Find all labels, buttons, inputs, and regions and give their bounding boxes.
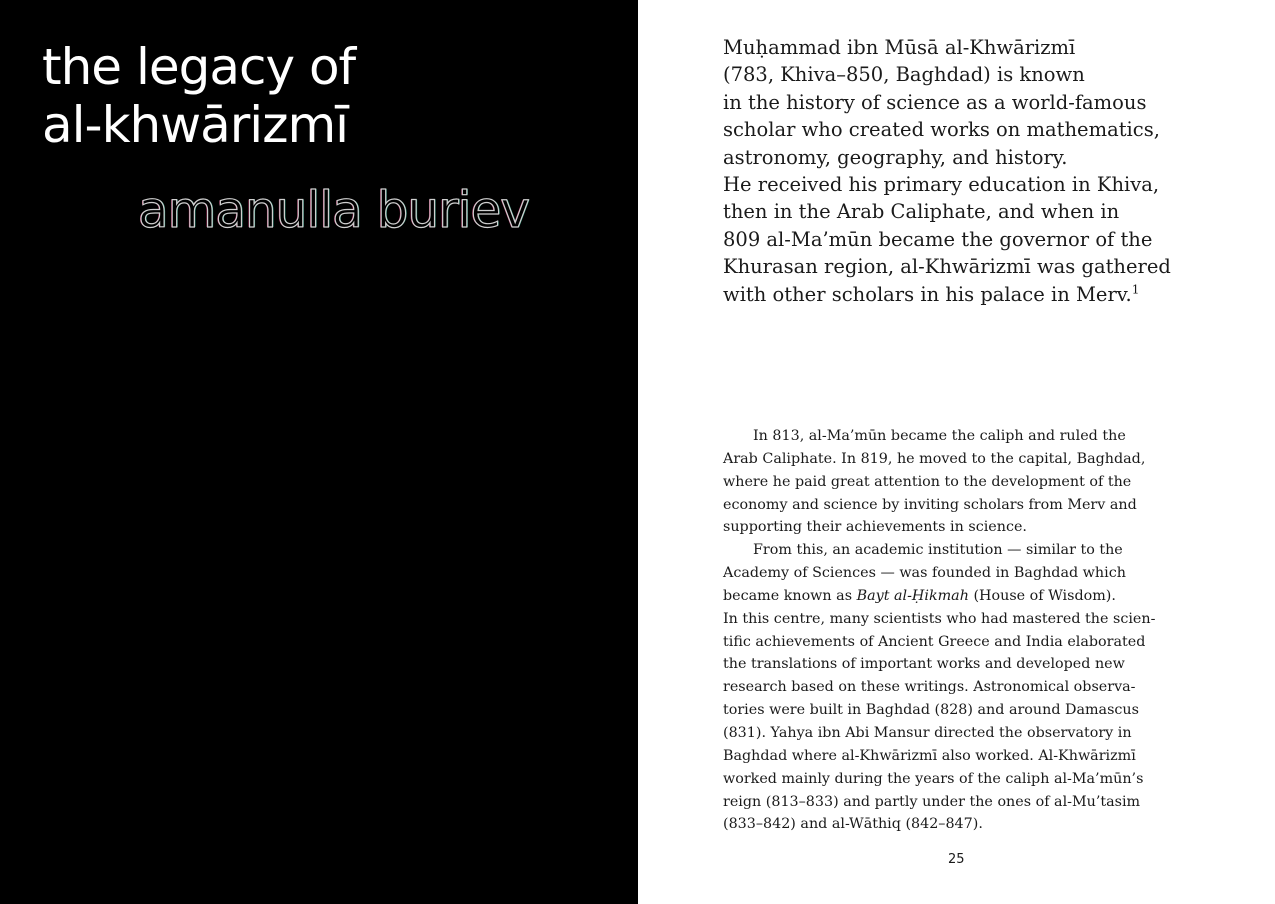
body-line: Academy of Sciences — was founded in Baghdad which xyxy=(723,565,1126,582)
chapter-title-line-1: the legacy of xyxy=(42,38,356,96)
page-number: 25 xyxy=(948,852,965,867)
body-line: In this centre, many scientists who had mastered the scien- xyxy=(723,610,1156,627)
lead-line: scholar who created works on mathematics, xyxy=(723,118,1160,142)
chapter-title xyxy=(42,38,355,154)
lead-line: Khurasan region, al-Khwārizmī was gathered xyxy=(723,255,1171,279)
body-line: tific achievements of Ancient Greece and India elaborated xyxy=(723,633,1146,650)
chapter-title-line-2: al-khwārizmī xyxy=(42,96,349,154)
body-line: Baghdad where al-Khwārizmī also worked. Al-Khwārizmī xyxy=(723,747,1136,764)
lead-line: astronomy, geography, and history. xyxy=(723,145,1068,169)
lead-line: Muḥammad ibn Mūsā al-Khwārizmī xyxy=(723,36,1076,59)
lead-line-last xyxy=(723,281,1243,308)
body-line: (831). Yahya ibn Abi Mansur directed the observatory in xyxy=(723,724,1132,741)
body-line: supporting their achievements in science. xyxy=(723,519,1027,536)
body-line: research based on these writings. Astronomical observa- xyxy=(723,679,1136,696)
body-line: Arab Caliphate. In 819, he moved to the capital, Baghdad, xyxy=(723,450,1146,467)
body-line: the translations of important works and developed new xyxy=(723,656,1125,673)
body-line: reign (813–833) and partly under the ones of al-Mu’tasim xyxy=(723,793,1141,810)
lead-line: (783, Khiva–850, Baghdad) is known xyxy=(723,63,1085,87)
lead-line-text: with other scholars in his palace in Merv. xyxy=(723,282,1132,306)
body-line-part: became known as xyxy=(723,587,857,604)
body-line: (833–842) and al-Wāthiq (842–847). xyxy=(723,816,983,833)
body-text xyxy=(723,425,1193,836)
lead-line: then in the Arab Caliphate, and when in xyxy=(723,200,1120,224)
author-name: amanulla buriev xyxy=(138,181,529,239)
body-line: worked mainly during the years of the caliph al-Ma’mūn’s xyxy=(723,770,1144,787)
right-page xyxy=(638,0,1275,904)
lead-line: 809 al-Ma’mūn became the governor of the xyxy=(723,227,1153,251)
body-line-mixed xyxy=(723,585,1193,608)
body-line: From this, an academic institution — similar to the xyxy=(753,542,1123,559)
body-line: economy and science by inviting scholars from Merv and xyxy=(723,496,1137,513)
lead-line: He received his primary education in Khiva, xyxy=(723,173,1160,197)
body-line: tories were built in Baghdad (828) and around Damascus xyxy=(723,702,1139,719)
body-line: In 813, al-Ma’mūn became the caliph and ruled the xyxy=(753,428,1126,444)
lead-paragraph xyxy=(723,34,1243,308)
body-line: where he paid great attention to the development of the xyxy=(723,473,1132,490)
footnote-reference[interactable]: 1 xyxy=(1131,282,1140,297)
lead-line: in the history of science as a world-famous xyxy=(723,90,1147,114)
body-line-part: (House of Wisdom). xyxy=(968,587,1116,604)
italic-term-bayt-al-hikmah: Bayt al-Ḥikmah xyxy=(856,587,969,604)
